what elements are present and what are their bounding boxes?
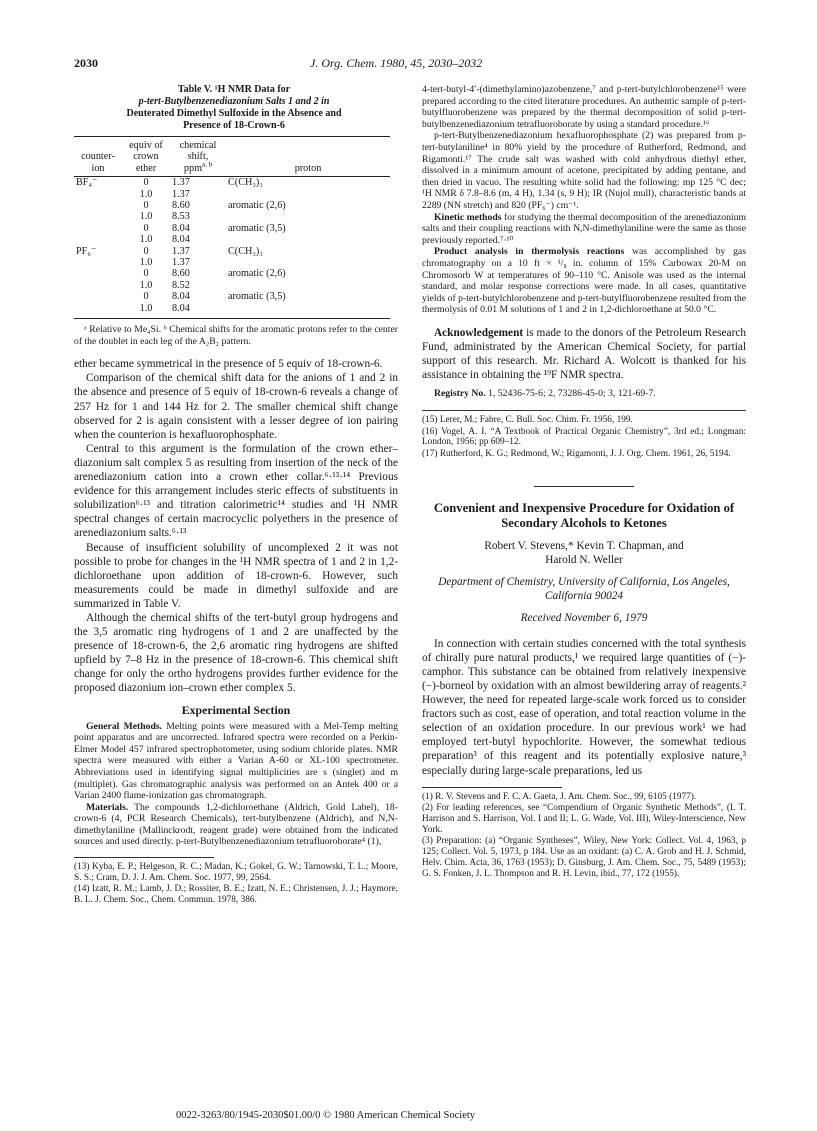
cell-counterion: [74, 189, 122, 200]
paragraph-materials: [74, 802, 398, 848]
footnote: (14) Izatt, R. M.; Lamb, J. D.; Rossiter, B. E.; Izatt, N. E.; Christensen, J. J.; Haymore, B. L. J. Chem. Soc., Chem. Commun. 1978, 386.: [74, 884, 398, 906]
table-row: [74, 234, 390, 245]
header-shift: [170, 160, 226, 177]
footnote: (1) R. V. Stevens and F. C. A. Gaeta, J. Am. Chem. Soc., 99, 6105 (1977).: [422, 791, 697, 802]
header-shift-footnote-marks: a, b: [202, 160, 213, 169]
page-number: 2030: [74, 56, 98, 70]
authors-line: Robert V. Stevens,* Kevin T. Chapman, and: [484, 539, 684, 552]
paragraph: ether became symmetrical in the presence of 5 equiv of 18-crown-6.: [74, 358, 383, 371]
cell-counterion: [74, 291, 122, 302]
cell-equiv: 0: [143, 291, 149, 303]
cell-shift: 8.04: [172, 234, 190, 246]
table-footnote: ᵃ Relative to Me₄Si. ᵇ Chemical shifts for the aromatic protons refer to the center of the doublet in each leg of the A₂B₂ pattern.: [74, 324, 398, 347]
table-row: [74, 303, 390, 319]
table-caption-line: Deuterated Dimethyl Sulfoxide in the Absence and: [126, 108, 342, 119]
table-row: [74, 223, 390, 234]
table-row: [74, 211, 390, 222]
authors: [422, 539, 746, 567]
cell-shift: 8.04: [172, 222, 190, 234]
cell-proton: aromatic (2,6): [228, 268, 286, 280]
header-counterion: counter-: [81, 151, 115, 163]
header-proton: proton: [226, 163, 390, 177]
cell-equiv: 1.0: [139, 257, 153, 269]
footnote-divider: [422, 787, 562, 788]
left-column: [74, 84, 398, 907]
cell-equiv: 0: [143, 200, 149, 212]
run-in-heading: Acknowledgement: [434, 326, 524, 339]
paragraph: 4-tert-butyl-4′-(dimethylamino)azobenzene,⁷ and p-tert-butylchlorobenzene¹⁵ were prepared according to the cited literature procedures. An authentic sample of p-tert-butylfluorobenzene was prepared by the thermal decomposition of solid p-tert-butylbenzenediazonium tetrafluoroborate by using a standard procedure.¹⁶: [422, 84, 746, 130]
cell-counterion: [74, 211, 122, 222]
cell-equiv: 1.0: [139, 188, 153, 200]
cell-equiv: 1.0: [122, 303, 170, 319]
run-in-heading: Kinetic methods: [434, 211, 502, 223]
registry-numbers: [422, 388, 746, 400]
affiliation: Department of Chemistry, University of California, Los Angeles, California 90024: [438, 575, 730, 602]
cell-counterion: [74, 257, 122, 268]
cell-counterion: [74, 280, 122, 291]
paragraph: Central to this argument is the formulation of the crown ether–diazonium salt complex 5 as resulting from insertion of the neck of the arenediazonium cation into a crown ether collar.⁶·¹³·¹⁴ Previous evidence for this arrangement includes steric effects of substituents in solubilization⁶·¹³ and titration calorimetric¹⁴ studies and ¹H NMR spectral changes of certain macrocyclic polyethers in the presence of arenediazonium salts.⁶·¹³: [74, 442, 398, 540]
cell-proton: C(CH₃)₃: [228, 177, 263, 189]
table-caption: [84, 84, 384, 132]
cell-proton: [226, 189, 390, 200]
cell-proton: C(CH₃)₃: [228, 245, 263, 257]
table-row: [74, 268, 390, 279]
cell-shift: 1.37: [172, 245, 190, 257]
table-caption-line: p-tert-Butylbenzenediazonium Salts 1 and 2 in: [138, 96, 330, 107]
paragraph: In connection with certain studies concerned with the total synthesis of chirally pure natural products,¹ we required large quantities of (−)-camphor. This substance can be obtained from relatively inexpensive (−)-borneol by oxidation with an almost bewildering array of reagents.² However, the need for repeated large-scale work forced us to consider fractors such as cost, ease of operation, and total reaction volume in the selection of an oxidation procedure. In our previous work¹ we had employed tert-butyl hypochlorite. However, the somewhat tedious preparation³ of this reagent and its potentially explosive nature,³ especially during large-scale preparations, led us: [422, 637, 746, 777]
header-shift: chemical: [170, 137, 226, 152]
paragraph-text: 1, 52436-75-6; 2, 73286-45-0; 3, 121-69-7.: [485, 388, 656, 400]
table-row: [74, 177, 390, 189]
table-row: [74, 200, 390, 211]
table-row: [74, 257, 390, 268]
paragraph-text: The compounds 1,2-dichloroethane (Aldrich, Gold Label), 18-crown-6 (4, PCR Research Chemicals), tert-butylbenzene (Aldrich), and N,N-dimethylaniline (Mallinckrodt, reagent grade) were obtained from the indicated sources and used directly. p-tert-Butylbenzenediazonium tetrafluoroborate⁴ (1),: [74, 801, 398, 848]
cell-counterion: BF₄⁻: [76, 177, 98, 189]
table-caption-line: Table V. ¹H NMR Data for: [177, 84, 291, 95]
paragraph: Comparison of the chemical shift data for the anions of 1 and 2 in the absence and presence of 5 equiv of 18-crown-6 reveals a change of 257 Hz for 1 and 144 Hz for 2. The smaller chemical shift change observed for 2 is again consistent with a lesser degree of ion pairing when the counterion is hexafluorophosphate.: [74, 372, 398, 441]
cell-equiv: 0: [143, 222, 149, 234]
cell-counterion: [74, 223, 122, 234]
right-column: [422, 84, 746, 880]
cell-proton: [226, 211, 390, 222]
cell-counterion: [74, 200, 122, 211]
cell-equiv: 0: [143, 245, 149, 257]
footnote: (2) For leading references, see “Compendium of Organic Synthetic Methods”, (I. T. Harrison and S. Harrison, Vol. I and II; L. G. Wade, Vol. III), Wiley-Interscience, New York.: [422, 803, 746, 835]
paragraph-general-methods: [74, 721, 398, 802]
footnote: (13) Kyba, E. P.; Helgeson, R. C.; Madan, K.; Gokel, G. W.; Tarnowski, T. L.; Moore, S. S.; Cram, D. J. J. Am. Chem. Soc. 1977, 99, 2564.: [74, 862, 398, 883]
section-heading: Experimental Section: [181, 702, 291, 717]
paragraph-text: is made to the donors of the Petroleum Research Fund, administrated by the American Chemical Society, for partial support of this research. Mr. Richard A. Wolcott is thanked for his assistance in obtaining the ¹⁹F NMR spectra.: [422, 326, 746, 382]
header-equiv: crown: [133, 151, 159, 163]
cell-counterion: [74, 268, 122, 279]
header-equiv: equiv of: [122, 137, 170, 152]
authors-line: Harold N. Weller: [545, 553, 623, 566]
cell-shift: 8.52: [172, 279, 190, 291]
nmr-data-table: [74, 136, 390, 319]
footnote: (16) Vogel, A. I. “A Textbook of Practical Organic Chemistry”, 3rd ed.; Longman: London, 1956; pp 609–12.: [422, 426, 746, 448]
paragraph-kinetic-methods: [422, 212, 746, 247]
cell-proton: [226, 303, 390, 319]
run-in-heading: Registry No.: [434, 388, 486, 400]
table-caption-line: Presence of 18-Crown-6: [183, 120, 285, 131]
header-equiv: ether: [122, 163, 170, 177]
run-in-heading: Materials.: [86, 801, 129, 813]
footnotes: [422, 415, 746, 460]
paragraph: Although the chemical shifts of the tert-butyl group hydrogens and the 3,5 aromatic ring hydrogens of 1 and 2 are unaffected by the presence of 18-crown-6, the 2,6 aromatic ring hydrogens are shifted upfield by 7–8 Hz in the presence of 18-crown-6. This chemical shift change for only the ortho hydrogens provides further evidence for the proposed diazonium ion–crown ether complex 5.: [74, 611, 398, 695]
journal-citation: J. Org. Chem. 1980, 45, 2030–2032: [310, 56, 483, 70]
cell-shift: 8.53: [172, 211, 190, 223]
cell-proton: [226, 280, 390, 291]
page-footer: 0022-3263/80/1945-2030$01.00/0 © 1980 American Chemical Society: [176, 1110, 476, 1121]
cell-shift: 1.37: [172, 188, 190, 200]
paragraph-text: for studying the thermal decomposition of the arenediazonium salts and their coupling reactions with N,N-dimethylaniline were the same as those previously reported.⁷·¹⁰: [422, 211, 746, 246]
article-title: Convenient and Inexpensive Procedure for Oxidation of Secondary Alcohols to Ketones: [433, 500, 735, 530]
paragraph-product-analysis: [422, 246, 746, 316]
cell-equiv: 0: [143, 268, 149, 280]
paragraph: Because of insufficient solubility of uncomplexed 2 it was not possible to probe for changes in the ¹H NMR spectra of 1 and 2 in 1,2-dichloroethane upon addition of 18-crown-6. However, such measurements could be made in dimethyl sulfoxide and are summarized in Table V.: [74, 541, 398, 610]
table-row: [74, 246, 390, 257]
table-row: [74, 280, 390, 291]
cell-equiv: 1.0: [139, 234, 153, 246]
cell-shift: 8.04: [170, 303, 226, 319]
cell-shift: 1.37: [172, 257, 190, 269]
acknowledgement: [422, 326, 746, 382]
footnotes: [74, 862, 398, 906]
header-shift: shift,: [187, 151, 209, 163]
table-row: [74, 189, 390, 200]
cell-counterion: [74, 303, 122, 319]
paragraph-text: was accomplished by gas chromatography on a 10 ft × ¹/₈ in. column of 15% Carbowax 20-M on Chromosorb W at temperatures of 90–110 °C. Anisole was used as the internal standard, and molar response corrections were made. In all cases, quantitative yields of p-tert-butylchlorobenzene and p-tert-butylfluorobenzene resulted from the thermolysis of 0.01 M solutions of 1 and 2 in 1,2-dichloroethane at 50.0 °C.: [422, 246, 746, 316]
running-header: [74, 56, 744, 72]
cell-proton: aromatic (3,5): [228, 291, 286, 303]
footnote-divider: [74, 857, 214, 858]
cell-equiv: 0: [143, 177, 149, 189]
footnotes: [422, 792, 746, 880]
footnote: (17) Rutherford, K. G.; Redmond, W.; Rigamonti, J. J. Org. Chem. 1961, 26, 5194.: [422, 448, 731, 459]
cell-equiv: 1.0: [139, 211, 153, 223]
cell-shift: 8.60: [172, 200, 190, 212]
run-in-heading: General Methods.: [86, 720, 163, 732]
footnote: (15) Lerer, M.; Fabre, C. Bull. Soc. Chim. Fr. 1956, 199.: [422, 414, 633, 425]
footnote: (3) Preparation: (a) “Organic Syntheses”, Wiley, New York: Collect. Vol. 4, 1963, p 125; Collect. Vol. 5, 1973, p 184. Use as an oxidant: (a) C. A. Grob and H. J. Schmid, Helv. Chim. Acta, 36, 1763 (1953); D. Ginsburg, J. Am. Chem. Soc., 75, 5489 (1953); G. S. Fonken, J. L. Thompson and R. H. Levin, ibid., 77, 172 (1955).: [422, 836, 746, 879]
run-in-heading: Product analysis in thermolysis reactions: [434, 246, 625, 258]
cell-proton: [226, 234, 390, 245]
cell-counterion: [74, 234, 122, 245]
header-shift-unit: ppm: [183, 162, 202, 174]
header-counterion: ion: [74, 163, 122, 177]
cell-proton: [226, 257, 390, 268]
footnote-divider: [422, 410, 746, 411]
cell-shift: 8.04: [172, 291, 190, 303]
paragraph-text: Melting points were measured with a Mel-Temp melting point apparatus and are uncorrected. Infrared spectra were recorded on a Perkin-Elmer Model 457 infrared spectrophotometer, using sodium chloride plates. NMR spectra were measured with either a Varian A-60 or XL-100 spectrometer. Abbreviations used in identifying signal multiplicities are s (singlet) and m (multiplet). Gas chromatographic analysis was performed on an Antek 400 or a Varian 2400 flame-ionization gas chromatograph.: [74, 720, 398, 802]
cell-shift: 1.37: [172, 177, 190, 189]
cell-shift: 8.60: [172, 268, 190, 280]
cell-proton: aromatic (2,6): [228, 200, 286, 212]
cell-proton: aromatic (3,5): [228, 222, 286, 234]
cell-counterion: PF₆⁻: [76, 245, 97, 257]
article-divider: [534, 486, 634, 487]
received-date: Received November 6, 1979: [520, 611, 648, 624]
table-row: [74, 291, 390, 302]
cell-equiv: 1.0: [139, 279, 153, 291]
paragraph: p-tert-Butylbenzenediazonium hexafluorophosphate (2) was prepared from p-tert-butylaniline⁴ in 80% yield by the procedure of Rutherford, Redmond, and Rigamonti.¹⁷ The crude salt was washed with cold anhydrous diethyl ether, dissolved in a minimum amount of acetone, precipitated by adding pentane, and then dried in vacuo. The resulting white solid had the following: mp 125 °C dec; ¹H NMR δ 7.8–8.6 (m, 4 H), 1.34 (s, 9 H); IR (Nujol mull), characteristic bands at 2289 (NN stretch) and 820 (PF₆⁻) cm⁻¹.: [422, 130, 746, 211]
